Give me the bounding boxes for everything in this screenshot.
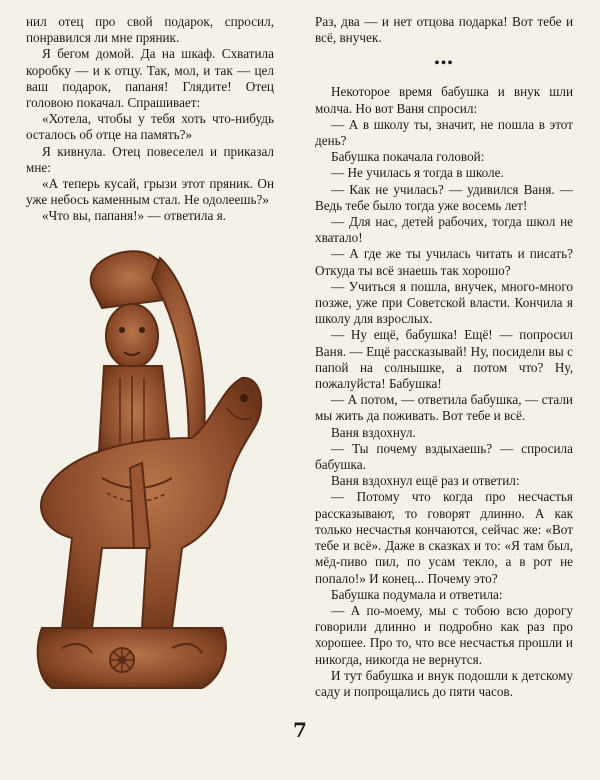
paragraph: Бабушка покачала головой: [331, 149, 485, 165]
paragraph: «А теперь кусай, грызи этот пряник. Он уже небось каменным стал. Не одолеешь?» [26, 176, 274, 208]
paragraph: «Хотела, чтобы у тебя хоть что-нибудь осталось об отце на память?» [26, 111, 274, 143]
left-column [26, 14, 274, 225]
paragraph: Бабушка подумала и ответила: [331, 586, 503, 602]
paragraph: — Ну ещё, бабушка! Ещё! — попросил Ваня. — Ещё рассказывай! Ну, посидели вы с папой на солнышке, а потом что? Ну, пожалуйста! Бабушка! [315, 327, 573, 392]
paragraph: — Не училась я тогда в школе. [331, 165, 504, 181]
page-number: 7 [293, 718, 307, 742]
paragraph: Я кивнула. Отец повеселел и приказал мне: [26, 143, 274, 175]
paragraph: — Для нас, детей рабочих, тогда школ не хватало! [315, 214, 573, 246]
paragraph: Я бегом домой. Да на шкаф. Схватила коробку — и к отцу. Так, мол, и так — цел ваш подарок, папаня! Глядите! Отец головою покачал. Спрашивает: [26, 46, 274, 111]
paragraph: нил отец про свой подарок, спросил, понравился ли мне пряник. [26, 14, 274, 46]
paragraph: «Что вы, папаня!» — ответила я. [42, 208, 226, 224]
paragraph: — Потому что когда про несчастья рассказывают, то говорят длинно. А как только несчастья кончаются, сейчас же: «Вот тебе и всё». Даже в сказках и то: «Я там был, мёд-пиво пил, по усам текло, а в рот не попало!» И конец... Почему это? [315, 489, 573, 586]
paragraph: — А по-моему, мы с тобою всю дорогу говорили длинно и подробно как раз про хорошее. Про то, что все несчастья прошли и никогда, никогда не вернутся. [315, 602, 573, 667]
paragraph: Ваня вздохнул. [331, 424, 416, 440]
paragraph: — Ты почему вздыхаешь? — спросила бабушка. [315, 440, 573, 473]
paragraph: Некоторое время бабушка и внук шли молча. Но вот Ваня спросил: [315, 84, 573, 116]
gingerbread-rider-illustration [22, 248, 274, 714]
paragraph: И тут бабушка и внук подошли к детскому саду и попрощались до пяти часов. [315, 667, 573, 699]
paragraph: — А потом, — ответила бабушка, — стали мы жить да поживать. Вот тебе и всё. [315, 392, 573, 424]
paragraph: — А в школу ты, значит, не пошла в этот день? [315, 116, 573, 149]
gingerbread-horseman-image [22, 248, 274, 714]
section-separator: ••• [434, 55, 454, 73]
paragraph: Раз, два — и нет отцова подарка! Вот тебе и всё, внучек. [315, 14, 573, 46]
paragraph: Ваня вздохнул ещё раз и ответил: [331, 473, 520, 489]
paragraph: — Учиться я пошла, внучек, много-много позже, уже при Советской власти. Кончила я школу для взрослых. [315, 278, 573, 327]
rosette-ornament [110, 648, 134, 672]
paragraph: — Как не училась? — удивился Ваня. — Ведь тебе было тогда уже восемь лет! [315, 181, 573, 213]
paragraph: — А где же ты училась читать и писать? Откуда ты всё знаешь так хорошо? [315, 246, 573, 278]
right-column [315, 14, 573, 700]
